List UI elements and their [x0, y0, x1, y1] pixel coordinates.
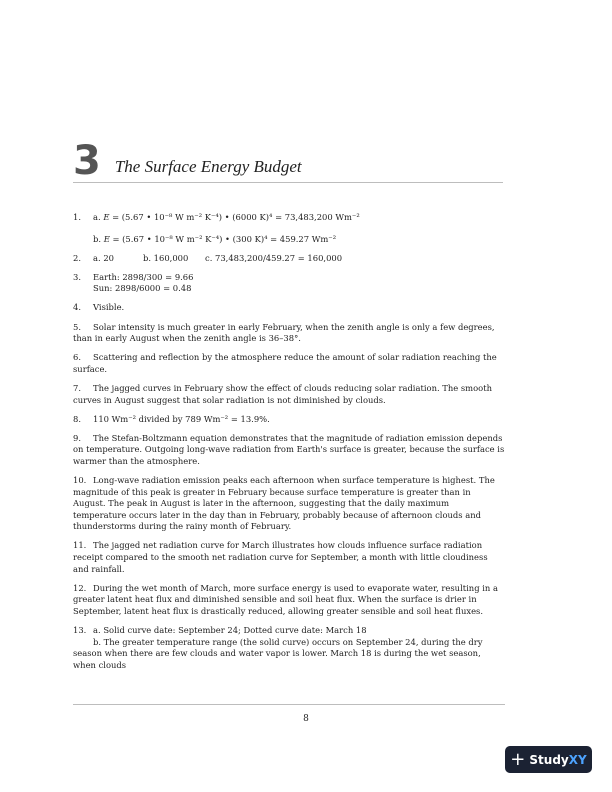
answer-3-sun: Sun: 2898/6000 = 0.48: [93, 283, 192, 294]
brand-xy: XY: [568, 752, 587, 767]
answer-2b: b. 160,000: [143, 252, 189, 263]
answer-6: 6. Scattering and reflection by the atmosphere reduce the amount of solar radiation reaching the surface.: [73, 352, 497, 374]
answer-3-earth: Earth: 2898/300 = 9.66: [93, 271, 194, 282]
answer-9: 9. The Stefan-Boltzmann equation demonstrates that the magnitude of radiation emission depends on temperature. Outgoing long-wave radiation from Earth's surface is greater, because the surface is warmer than the atmosphere.: [73, 432, 505, 466]
answer-13: [73, 625, 505, 671]
answer-12: 12. During the wet month of March, more surface energy is used to evaporate water, resulting in a greater latent heat flux and diminished sensible and soil heat flux. When the surface is drier in September, latent heat flux is drastically reduced, allowing greater sensible and soil heat fluxes.: [73, 582, 498, 616]
plus-icon: +: [510, 749, 526, 770]
chapter-title: The Surface Energy Budget: [114, 157, 302, 176]
answer-4: 4. Visible.: [73, 302, 125, 313]
footer-divider: [73, 704, 505, 705]
answer-1: 1. a. E = (5.67 • 10⁻⁸ W m⁻² K⁻⁴) • (6000 K)⁴ = 73,483,200 Wm⁻² b. E = (5.67 • 10⁻⁸ W m⁻² K⁻⁴) • (300 K)⁴ = 459.27 Wm⁻²: [73, 212, 360, 244]
answer-3: 3. Earth: 2898/300 = 9.66 Sun: 2898/6000 = 0.48: [73, 271, 194, 294]
answer-8: 8. 110 Wm⁻² divided by 789 Wm⁻² = 13.9%.: [73, 413, 270, 424]
answer-2c: c. 73,483,200/459.27 = 160,000: [205, 252, 343, 263]
answer-2a: a. 20: [93, 252, 114, 263]
studyxy-badge[interactable]: [505, 746, 592, 773]
answer-11: 11. The jagged net radiation curve for March illustrates how clouds influence surface radiation receipt compared to the smooth net radiation curve for September, a month with little cloudiness and rainfall.: [73, 540, 488, 574]
chapter-heading: [73, 138, 503, 184]
answer-1b: b. E = (5.67 • 10⁻⁸ W m⁻² K⁻⁴) • (300 K)⁴ = 459.27 Wm⁻²: [93, 233, 337, 244]
answer-13a: 13. a. Solid curve date: September 24; Dotted curve date: March 18: [73, 625, 367, 636]
answer-7: 7. The jagged curves in February show the effect of clouds reducing solar radiation. The smooth curves in August suggest that solar radiation is not diminished by clouds.: [73, 382, 492, 405]
answer-5: 5. Solar intensity is much greater in early February, when the zenith angle is only a few degrees, than in early August when the zenith angle is 36–38°.: [73, 321, 495, 344]
brand-study: Study: [529, 752, 569, 767]
answer-13b: b. The greater temperature range (the solid curve) occurs on September 24, during the dry season when there are few clouds and water vapor is lower. March 18 is during the wet season, when clouds: [73, 636, 483, 670]
page-number: 8: [303, 714, 309, 724]
answer-2: 2. a. 20 b. 160,000 c. 73,483,200/459.27 = 160,000: [73, 252, 343, 263]
answer-list: [73, 212, 505, 679]
answer-1a: a. E = (5.67 • 10⁻⁸ W m⁻² K⁻⁴) • (6000 K)⁴ = 73,483,200 Wm⁻²: [93, 212, 360, 222]
answer-10: 10. Long-wave radiation emission peaks each afternoon when surface temperature is highest. The magnitude of this peak is greater in February because surface temperature is greater than in August. The peak in August is later in the afternoon, suggesting that the daily maximum temperature occurs later in the day than in February, probably because of afternoon clouds and thunderstorms during the rainy month of February.: [73, 475, 495, 532]
chapter-number: 3: [73, 138, 101, 184]
